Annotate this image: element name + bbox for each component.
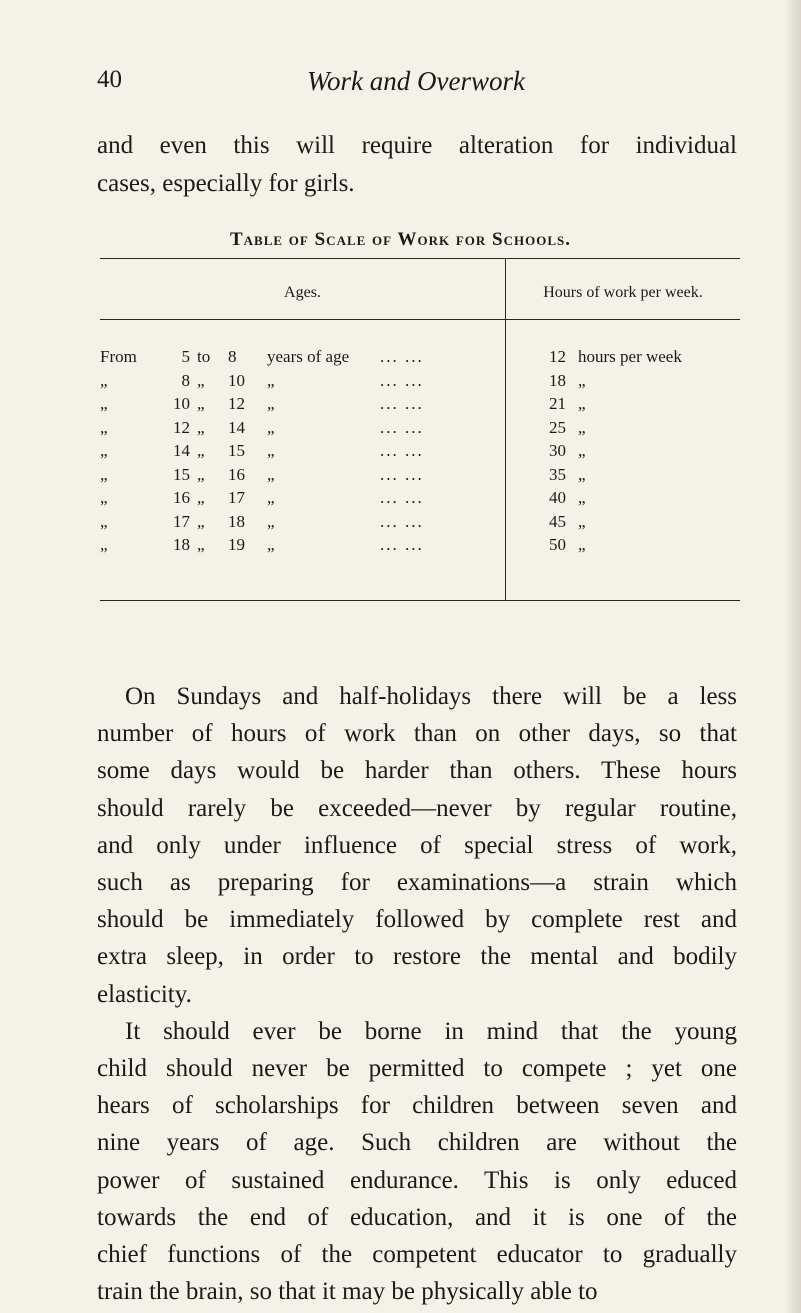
age-to-word: „ — [197, 488, 205, 507]
intro-text — [97, 127, 737, 203]
hours-value: 30 — [549, 441, 566, 460]
text-line: cases, especially for girls. — [97, 170, 355, 197]
leader-dots: ... ... — [380, 464, 424, 484]
page-edge-shadow — [787, 0, 801, 1313]
hours-unit: „ — [578, 488, 586, 507]
text-line: hears of scholarships for children between seven and — [97, 1092, 737, 1120]
age-from: 16 — [173, 488, 190, 507]
age-prefix: „ — [100, 535, 108, 554]
age-to-word: „ — [197, 511, 205, 531]
table-body — [100, 345, 740, 557]
hours-value: 35 — [549, 464, 566, 484]
page-header — [97, 66, 737, 106]
age-from: 17 — [173, 511, 190, 531]
age-prefix: From — [100, 347, 137, 366]
age-prefix: „ — [100, 464, 108, 484]
table-row — [100, 533, 740, 557]
age-to: 19 — [228, 535, 245, 554]
age-to-word: „ — [197, 417, 205, 437]
hours-unit: „ — [578, 535, 586, 554]
leader-dots: ... ... — [380, 488, 424, 507]
text-line: extra sleep, in order to restore the mental and bodily — [97, 943, 737, 971]
text-line: nine years of age. Such children are without the — [97, 1129, 737, 1157]
hours-value: 21 — [549, 394, 566, 413]
age-prefix: „ — [100, 417, 108, 437]
table-row — [100, 439, 740, 463]
age-prefix: „ — [100, 488, 108, 507]
age-unit: „ — [267, 464, 275, 484]
age-to: 18 — [228, 511, 245, 531]
age-to: 15 — [228, 441, 245, 460]
hours-value: 25 — [549, 417, 566, 437]
age-to: 10 — [228, 370, 245, 390]
hours-unit: hours per week — [578, 347, 682, 366]
table-row — [100, 345, 740, 369]
hours-unit: „ — [578, 464, 586, 484]
paragraph — [97, 678, 737, 1013]
age-unit: „ — [267, 394, 275, 413]
running-head: Work and Overwork — [307, 66, 525, 96]
age-to: 14 — [228, 417, 245, 437]
age-to-word: „ — [197, 535, 205, 554]
hours-unit: „ — [578, 370, 586, 390]
age-to: 8 — [228, 347, 237, 366]
table-header-rule — [100, 319, 740, 320]
text-line: some days would be harder than others. These hours — [97, 757, 737, 785]
paragraph — [97, 1013, 737, 1311]
text-line: should rarely be exceeded—never by regular routine, — [97, 794, 737, 822]
age-unit: „ — [267, 488, 275, 507]
hours-value: 18 — [549, 370, 566, 390]
age-prefix: „ — [100, 511, 108, 531]
age-prefix: „ — [100, 394, 108, 413]
column-header-ages: Ages. — [284, 284, 321, 301]
age-prefix: „ — [100, 370, 108, 390]
hours-value: 50 — [549, 535, 566, 554]
text-line: chief functions of the competent educator to gradually — [97, 1241, 737, 1269]
table-row — [100, 463, 740, 487]
table-row — [100, 486, 740, 510]
table-title: Table of Scale of Work for Schools. — [229, 229, 571, 250]
hours-unit: „ — [578, 511, 586, 531]
age-from: 10 — [173, 394, 190, 413]
text-line: towards the end of education, and it is one of the — [97, 1203, 737, 1231]
hours-unit: „ — [578, 441, 586, 460]
text-line: such as preparing for examinations—a strain which — [97, 869, 737, 897]
age-unit: „ — [267, 370, 275, 390]
text-line: On Sundays and half-holidays there will be a less — [125, 683, 737, 710]
text-line: power of sustained endurance. This is only educed — [97, 1166, 737, 1194]
age-to-word: „ — [197, 441, 205, 460]
age-from: 12 — [173, 417, 190, 437]
age-to-word: „ — [197, 394, 205, 413]
text-line: child should never be permitted to compete ; yet one — [97, 1055, 737, 1083]
leader-dots: ... ... — [380, 417, 424, 437]
age-from: 15 — [173, 464, 190, 484]
age-unit: „ — [267, 441, 275, 460]
table-row — [100, 510, 740, 534]
text-line: should be immediately followed by complete rest and — [97, 906, 737, 934]
text-line: It should ever be borne in mind that the young — [125, 1017, 737, 1045]
age-from: 18 — [173, 535, 190, 554]
hours-value: 40 — [549, 488, 566, 507]
body-text — [97, 678, 737, 1310]
age-from: 8 — [181, 370, 190, 390]
age-unit: „ — [267, 417, 275, 437]
age-to-word: „ — [197, 370, 205, 390]
leader-dots: ... ... — [380, 370, 424, 390]
table-bottom-rule — [100, 600, 740, 601]
age-from: 14 — [173, 441, 190, 460]
hours-unit: „ — [578, 394, 586, 413]
text-line: and only under influence of special stress of work, — [97, 831, 737, 859]
age-to: 17 — [228, 488, 245, 507]
leader-dots: ... ... — [380, 511, 424, 531]
age-unit: „ — [267, 511, 275, 531]
text-line: elasticity. — [97, 980, 192, 1008]
leader-dots: ... ... — [380, 347, 424, 366]
age-unit: years of age — [267, 347, 350, 366]
age-to-word: „ — [197, 464, 205, 484]
table-top-rule — [100, 258, 740, 259]
text-line: and even this will require alteration for individual — [97, 132, 737, 159]
age-prefix: „ — [100, 441, 108, 460]
age-to: 12 — [228, 394, 245, 413]
page-number: 40 — [97, 66, 122, 93]
column-header-hours: Hours of work per week. — [543, 284, 703, 301]
hours-value: 12 — [549, 347, 566, 366]
age-unit: „ — [267, 535, 275, 554]
table-row — [100, 392, 740, 416]
leader-dots: ... ... — [380, 535, 424, 554]
table-row — [100, 416, 740, 440]
hours-value: 45 — [549, 511, 566, 531]
text-line: train the brain, so that it may be physically able to — [97, 1278, 598, 1306]
text-line: number of hours of work than on other days, so that — [97, 720, 737, 748]
age-from: 5 — [181, 347, 190, 366]
hours-unit: „ — [578, 417, 586, 437]
leader-dots: ... ... — [380, 394, 424, 413]
age-to: 16 — [228, 464, 245, 484]
table-row — [100, 369, 740, 393]
leader-dots: ... ... — [380, 441, 424, 460]
age-to-word: to — [197, 347, 211, 366]
